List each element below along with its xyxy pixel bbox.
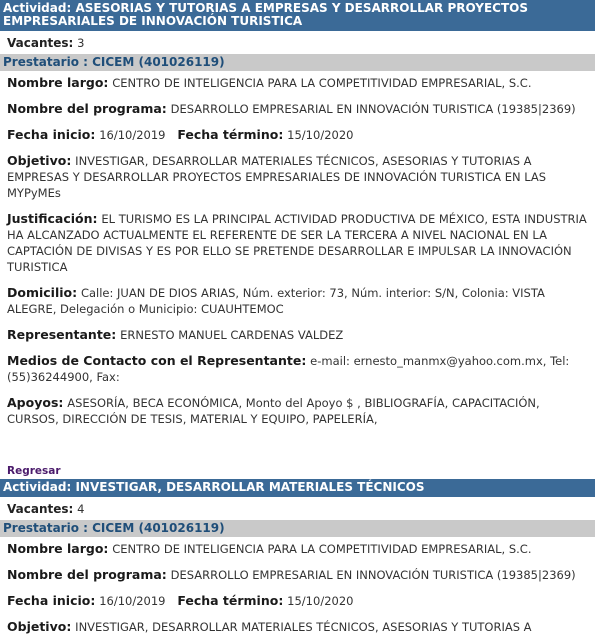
fecha-inicio-value: 16/10/2019 <box>99 594 166 608</box>
nombre-largo-row <box>0 541 602 557</box>
vacantes-value: 3 <box>77 36 85 50</box>
programa-value: DESARROLLO EMPRESARIAL EN INNOVACIÓN TURISTICA (19385|2369) <box>170 568 576 582</box>
justificacion-row <box>0 211 602 275</box>
programa-value: DESARROLLO EMPRESARIAL EN INNOVACIÓN TURISTICA (19385|2369) <box>170 102 576 116</box>
activity-header <box>0 479 595 497</box>
vacantes-label: Vacantes: <box>7 36 74 50</box>
programa-row <box>0 101 602 117</box>
representante-label: Representante: <box>7 327 117 342</box>
vacantes-row <box>0 497 602 519</box>
domicilio-row <box>0 285 602 317</box>
regresar-link[interactable]: Regresar <box>7 465 61 477</box>
nombre-largo-label: Nombre largo: <box>7 541 109 556</box>
activity-header <box>0 0 595 31</box>
apoyos-row <box>0 395 602 427</box>
nombre-largo-value: CENTRO DE INTELIGENCIA PARA LA COMPETITIVIDAD EMPRESARIAL, S.C. <box>112 76 532 90</box>
fecha-inicio-label: Fecha inicio: <box>7 593 96 608</box>
nombre-largo-label: Nombre largo: <box>7 75 109 90</box>
medios-label: Medios de Contacto con el Representante: <box>7 353 307 368</box>
representante-row <box>0 327 602 343</box>
activity-title: ASESORIAS Y TUTORIAS A EMPRESAS Y DESARROLLAR PROYECTOS EMPRESARIALES DE INNOVACIÓN TURISTICA <box>3 1 528 28</box>
fecha-termino-label: Fecha término: <box>177 127 284 142</box>
nombre-largo-row <box>0 75 602 91</box>
activity-title: INVESTIGAR, DESARROLLAR MATERIALES TÉCNICOS <box>75 480 425 494</box>
vacantes-label: Vacantes: <box>7 502 74 516</box>
apoyos-label: Apoyos: <box>7 395 64 410</box>
fecha-termino-label: Fecha término: <box>177 593 284 608</box>
justificacion-label: Justificación: <box>7 211 98 226</box>
domicilio-label: Domicilio: <box>7 285 78 300</box>
programa-row <box>0 567 602 583</box>
activity-block <box>0 479 602 635</box>
fecha-termino-value: 15/10/2020 <box>287 594 354 608</box>
objetivo-label: Objetivo: <box>7 619 72 634</box>
vacantes-row <box>0 31 602 53</box>
apoyos-value: ASESORÍA, BECA ECONÓMICA, Monto del Apoyo $ , BIBLIOGRAFÍA, CAPACITACIÓN, CURSOS, DIRECCIÓN DE TESIS, MATERIAL Y EQUIPO, PAPELERÍA, <box>7 396 540 426</box>
programa-label: Nombre del programa: <box>7 567 167 582</box>
objetivo-row <box>0 619 602 635</box>
domicilio-value: Calle: JUAN DE DIOS ARIAS, Núm. exterior: 73, Núm. interior: S/N, Colonia: VISTA ALEGRE, Delegación o Municipio: CUAUHTEMOC <box>7 286 545 316</box>
prestatario-header: Prestatario : CICEM (401026119) <box>0 54 595 71</box>
programa-label: Nombre del programa: <box>7 101 167 116</box>
objetivo-value: INVESTIGAR, DESARROLLAR MATERIALES TÉCNICOS, ASESORIAS Y TUTORIAS A <box>75 620 532 634</box>
medios-value: e-mail: ernesto_manmx@yahoo.com.mx, Tel: (55)36244900, Fax: <box>7 354 570 384</box>
fecha-inicio-label: Fecha inicio: <box>7 127 96 142</box>
justificacion-value: EL TURISMO ES LA PRINCIPAL ACTIVIDAD PRODUCTIVA DE MÉXICO, ESTA INDUSTRIA HA ALCANZADO ACTUALMENTE EL REFERENTE DE SER LA TERCERA A NIVEL NACIONAL EN LA CAPTACIÓN DE DIVISAS Y ES POR ELLO SE PRETENDE DESARROLLAR E IMPULSAR LA INNOVACIÓN TURISTICA <box>7 212 587 274</box>
representante-value: ERNESTO MANUEL CARDENAS VALDEZ <box>120 328 344 342</box>
prestatario-header: Prestatario : CICEM (401026119) <box>0 520 595 537</box>
vacantes-value: 4 <box>77 502 85 516</box>
fecha-inicio-value: 16/10/2019 <box>99 128 166 142</box>
medios-row <box>0 353 602 385</box>
nombre-largo-value: CENTRO DE INTELIGENCIA PARA LA COMPETITIVIDAD EMPRESARIAL, S.C. <box>112 542 532 556</box>
activity-label: Actividad: <box>3 1 72 15</box>
fechas-row <box>0 593 602 609</box>
fecha-termino-value: 15/10/2020 <box>287 128 354 142</box>
objetivo-label: Objetivo: <box>7 153 72 168</box>
fechas-row <box>0 127 602 143</box>
activity-label: Actividad: <box>3 480 72 494</box>
objetivo-value: INVESTIGAR, DESARROLLAR MATERIALES TÉCNICOS, ASESORIAS Y TUTORIAS A EMPRESAS Y DESARROLLAR PROYECTOS EMPRESARIALES DE INNOVACIÓN TURISTICA EN LAS MYPyMEs <box>7 154 547 200</box>
objetivo-row <box>0 153 602 201</box>
